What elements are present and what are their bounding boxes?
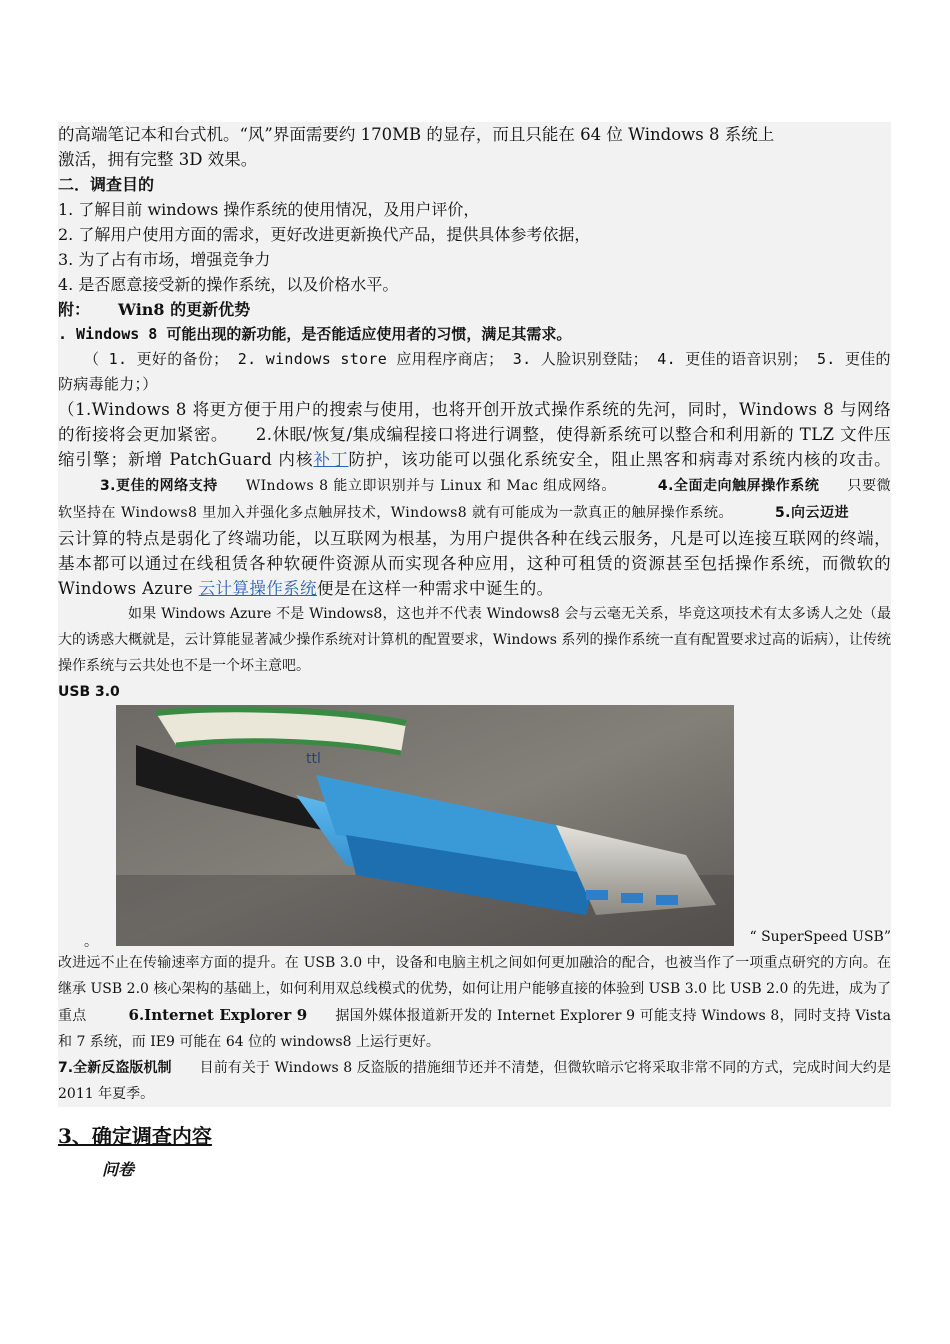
usb-dot: 。: [84, 934, 98, 950]
appendix-title: Win8 的更新优势: [118, 300, 251, 319]
touch-title: 4.全面走向触屏操作系统: [657, 478, 820, 494]
features-paragraph: [58, 397, 891, 601]
usb-cable-photo: [116, 705, 734, 946]
features-heading: . Windows 8 可能出现的新功能，是否能适应使用者的习惯，满足其需求。: [58, 322, 891, 347]
cloud-title: 5.向云迈进: [775, 505, 849, 521]
ie9-text: 据国外媒体报道新开发的 Internet Explorer 9 可能支持 Windows 8，同时支持 Vista 和 7 系统，而 IE9 可能在 64 位的 windows8 上运行更好。: [58, 1008, 891, 1050]
usb-paragraph: [58, 950, 891, 1055]
patch-text: 防护，该功能可以强化系统安全，阻止黑客和病毒对系统内核的攻击。: [348, 450, 892, 469]
intro-line-2: 激活，拥有完整 3D 效果。: [58, 150, 258, 169]
document-page: [58, 122, 891, 1183]
intro-line-1: 的高端笔记本和台式机。“风”界面需要约 170MB 的显存，而且只能在 64 位 Windows 8 系统上: [58, 125, 775, 144]
antipiracy-text: 目前有关于 Windows 8 反盗版的措施细节还并不清楚，但微软暗示它将采取非常不同的方式，完成时间大约是 2011 年夏季。: [58, 1060, 891, 1102]
network-text: WIndows 8 能立即识别并与 Linux 和 Mac 组成网络。: [245, 478, 616, 494]
patch-link[interactable]: 补丁: [313, 450, 349, 469]
questionnaire-label: 问卷: [102, 1160, 135, 1179]
antipiracy-title: 7.全新反盗版机制: [58, 1060, 172, 1076]
usb-text: 改进远不止在传输速率方面的提升。在 USB 3.0 中，设备和电脑主机之间如何更加融洽的配合，也被当作了一项重点研究的方向。在继承 USB 2.0 核心架构的基础上，如何利用双总线模式的优势，如何让用户能够直接的体验到 USB 3.0 比 USB 2.0 的先进，成为了重点: [58, 955, 891, 1024]
intro-block: [58, 122, 891, 172]
ie9-title: 6.Internet Explorer 9: [128, 1006, 308, 1024]
antipiracy-paragraph: [58, 1055, 891, 1107]
touch-text: 只要微软坚持在 Windows8 里加入并强化多点触屏技术，Windows8 就有可能成为一款真正的触屏操作系统。: [58, 478, 892, 521]
appendix-heading: [58, 297, 891, 322]
purpose-item-1: 1. 了解目前 windows 操作系统的使用情况，及用户评价，: [58, 197, 891, 222]
search-text: （1.Windows 8 将更方便于用户的搜索与使用，也将开创开放式操作系统的先河，同时，Windows 8 与网络的衔接将会更加紧密。: [58, 400, 891, 444]
superspeed-usb-text: “ SuperSpeed USB”: [749, 929, 891, 945]
network-title: 3.更佳的网络支持: [100, 478, 218, 494]
cloud-tail: 便是在这样一种需求中诞生的。: [316, 579, 554, 598]
features-list: （ 1. 更好的备份； 2. windows store 应用程序商店； 3. 人脸识别登陆； 4. 更佳的语音识别； 5. 更佳的防病毒能力；）: [58, 347, 891, 397]
cloud-text: 云计算的特点是弱化了终端功能，以互联网为根基，为用户提供各种在线云服务，凡是可以连接互联网的终端，基本都可以通过在线租赁各种软硬件资源从而实现各种应用，这种可租赁的资源甚至包括操作系统，而微软的 Windows Azure: [58, 529, 891, 598]
purpose-heading: 二．调查目的: [58, 172, 891, 197]
purpose-item-2: 2. 了解用户使用方面的需求，更好改进更新换代产品，提供具体参考依据，: [58, 222, 891, 247]
section-3-heading: 3、确定调查内容: [58, 1124, 212, 1148]
purpose-item-4: 4. 是否愿意接受新的操作系统，以及价格水平。: [58, 272, 891, 297]
azure-paragraph: 如果 Windows Azure 不是 Windows8，这也并不代表 Windows8 会与云毫无关系，毕竟这项技术有太多诱人之处（最大的诱惑大概就是，云计算能显著减少操作系统对计算机的配置要求，Windows 系列的操作系统一直有配置要求过高的诟病），让传统操作系统与云共处也不是一个坏主意吧。: [58, 601, 891, 679]
sleep-text: 2.休眠/恢复/集成编程接口将进行调整，使得新系统可以整合和利用新的 TLZ 文件压缩引擎；新增 PatchGuard 内核: [58, 425, 892, 469]
purpose-item-3: 3. 为了占有市场，增强竞争力: [58, 247, 891, 272]
usb-heading: USB 3.0: [58, 679, 891, 705]
cloud-os-link[interactable]: 云计算操作系统: [198, 579, 317, 598]
appendix-label: 附：: [58, 300, 91, 319]
svg-text:ttl: ttl: [306, 751, 321, 767]
usb-photo-row: [58, 705, 891, 950]
